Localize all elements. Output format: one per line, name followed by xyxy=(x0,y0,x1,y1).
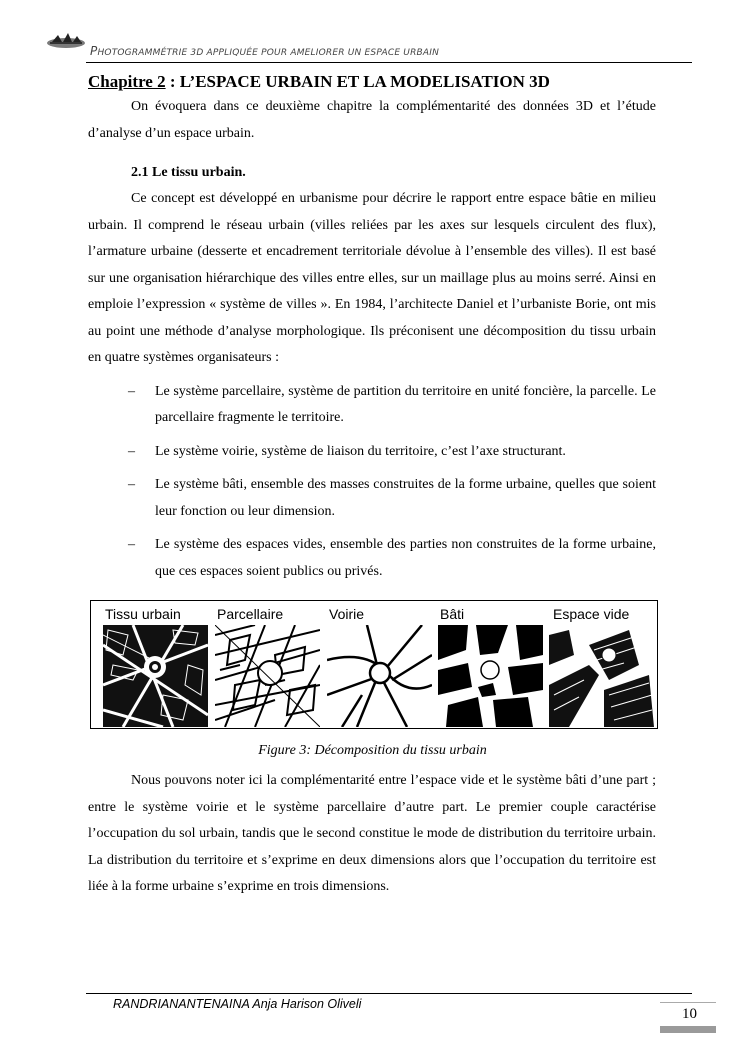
running-header-initial: P xyxy=(90,44,98,58)
figure-urban-fabric xyxy=(90,600,658,729)
figure-label-bati: Bâti xyxy=(440,606,465,622)
list-bullet: – xyxy=(128,477,135,492)
chapter-title xyxy=(88,70,656,94)
list-item xyxy=(88,379,656,432)
page-number-rule xyxy=(660,1002,716,1003)
closing-paragraph: Nous pouvons noter ici la complémentarité entre l’espace vide et le système bâti d’une part ; entre le système voirie et le système parcellaire d’autre part. Le premier couple caractérise l’occupation du sol urbain, tandis que le second constitue le mode de distribution du territoire urbain. La distribution du territoire et s’exprime en deux dimensions alors que l’occupation du territoire est liée à la forme urbaine s’exprime en trois dimensions. xyxy=(88,773,656,894)
closing-section xyxy=(88,768,656,901)
espace-vide-map xyxy=(549,625,654,727)
intro-paragraph: On évoquera dans ce deuxième chapitre la complémentarité des données 3D et l’étude d’analyse d’un espace urbain. xyxy=(88,99,656,141)
parcellaire-map xyxy=(215,625,320,727)
list-item-text: Le système parcellaire, système de partition du territoire en unité foncière, la parcelle. Le parcellaire fragmente le territoire. xyxy=(155,383,656,425)
list-item xyxy=(88,472,656,525)
page-number-bar xyxy=(660,1026,716,1033)
list-item xyxy=(88,532,656,585)
chapter-number: Chapitre 2 xyxy=(88,72,166,91)
figure-label-voirie: Voirie xyxy=(329,606,365,622)
bati-map xyxy=(438,625,543,727)
tissu-urbain-map xyxy=(103,625,208,727)
page-number-box xyxy=(660,1002,716,1032)
list-bullet: – xyxy=(128,537,135,552)
figure-label-espace-vide: Espace vide xyxy=(553,606,630,622)
list-bullet: – xyxy=(128,383,135,399)
list-bullet: – xyxy=(128,443,135,459)
section-paragraph: Ce concept est développé en urbanisme pour décrire le rapport entre espace bâtie en milieu urbain. Il comprend le réseau urbain (villes reliées par les axes sur lesquels circulent des flux), l’armature urbaine (desserte et encadrement territoriale dévolue à l’ensemble des villes). Il est basé sur une organisation hiérarchique des villes entre elles, sur un maillage plus au moins serré. Ainsi en emploie l’expression « système de villes ». En 1984, l’architecte Daniel et l’urbaniste Borie, ont mis au point une méthode d’analyse morphologique. Ils préconisent une décomposition du tissu urbain en quatre systèmes organisateurs : xyxy=(88,191,656,365)
page-number: 10 xyxy=(682,1006,697,1022)
chapter-separator: : xyxy=(165,72,180,91)
list-item-text: Le système voirie, système de liaison du territoire, c’est l’axe structurant. xyxy=(155,443,566,459)
section-heading: 2.1 Le tissu urbain. xyxy=(131,165,246,180)
figure-label-parcellaire: Parcellaire xyxy=(217,606,284,622)
main-content xyxy=(88,70,656,585)
list-item-text: Le système des espaces vides, ensemble des parties non construites de la forme urbaine, que ces espaces soient publics ou privés. xyxy=(155,537,656,579)
header-logo-icon xyxy=(46,30,86,52)
figure-label-tissu-urbain: Tissu urbain xyxy=(105,606,181,622)
footer-author: RANDRIANANTENAINA Anja Harison Oliveli xyxy=(113,997,362,1011)
chapter-title-text: L’ESPACE URBAIN ET LA MODELISATION 3D xyxy=(179,72,550,91)
running-header-rest: HOTOGRAMMÉTRIE 3D APPLIQUÉE POUR AMELIORER UN ESPACE URBAIN xyxy=(97,48,440,58)
systems-list xyxy=(88,379,656,586)
voirie-map xyxy=(327,625,432,727)
header-divider xyxy=(86,62,692,63)
figure-caption: Figure 3: Décomposition du tissu urbain xyxy=(258,743,487,758)
list-item-text: Le système bâti, ensemble des masses construites de la forme urbaine, quelles que soient leur fonction ou leur dimension. xyxy=(155,477,656,519)
footer-divider xyxy=(86,993,692,994)
list-item xyxy=(88,439,656,466)
running-header-title xyxy=(90,44,439,58)
